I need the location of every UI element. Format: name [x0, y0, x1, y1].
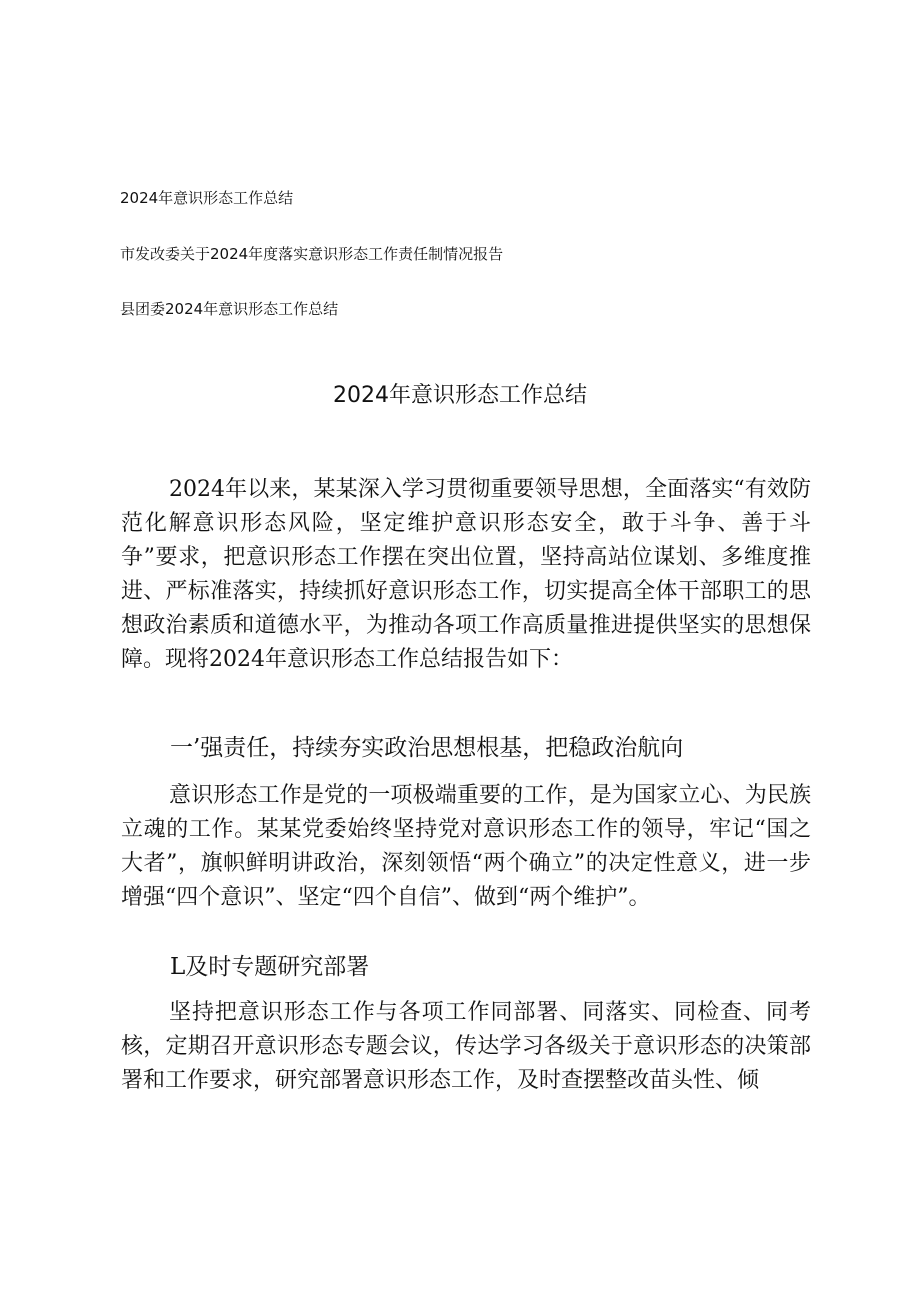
document-title: 2024年意识形态工作总结 — [333, 383, 587, 408]
toc-item-1[interactable]: 2024年意识形态工作总结 — [120, 189, 294, 207]
subsection-1-heading: L及时专题研究部署 — [170, 954, 370, 980]
intro-paragraph: 2024年以来，某某深入学习贯彻重要领导思想，全面落实“有效防范化解意识形态风险，坚定维护意识形态安全，敢于斗争、善于斗争”要求，把意识形态工作摆在突出位置，坚持高站位谋划、多维度推进、严标准落实，持续抓好意识形态工作，切实提高全体干部职工的思想政治素质和道德水平，为推动各项工作高质量推进提供坚实的思想保障。现将2024年意识形态工作总结报告如下： — [121, 477, 811, 672]
section-1-heading: 一’强责任，持续夯实政治思想根基，把稳政治航向 — [170, 735, 684, 761]
toc-item-2[interactable]: 市发改委关于2024年度落实意识形态工作责任制情况报告 — [120, 245, 504, 263]
section-1-paragraph: 意识形态工作是党的一项极端重要的工作，是为国家立心、为民族立魂的工作。某某党委始终坚持党对意识形态工作的领导，牢记“国之大者”，旗帜鲜明讲政治，深刻领悟“两个确立”的决定性意义，进一步增强“四个意识”、坚定“四个自信”、做到“两个维护”。 — [121, 783, 811, 910]
toc-item-3[interactable]: 县团委2024年意识形态工作总结 — [120, 300, 339, 318]
subsection-1-paragraph: 坚持把意识形态工作与各项工作同部署、同落实、同检查、同考核，定期召开意识形态专题会议，传达学习各级关于意识形态的决策部署和工作要求，研究部署意识形态工作，及时查摆整改苗头性、倾 — [121, 1000, 811, 1093]
